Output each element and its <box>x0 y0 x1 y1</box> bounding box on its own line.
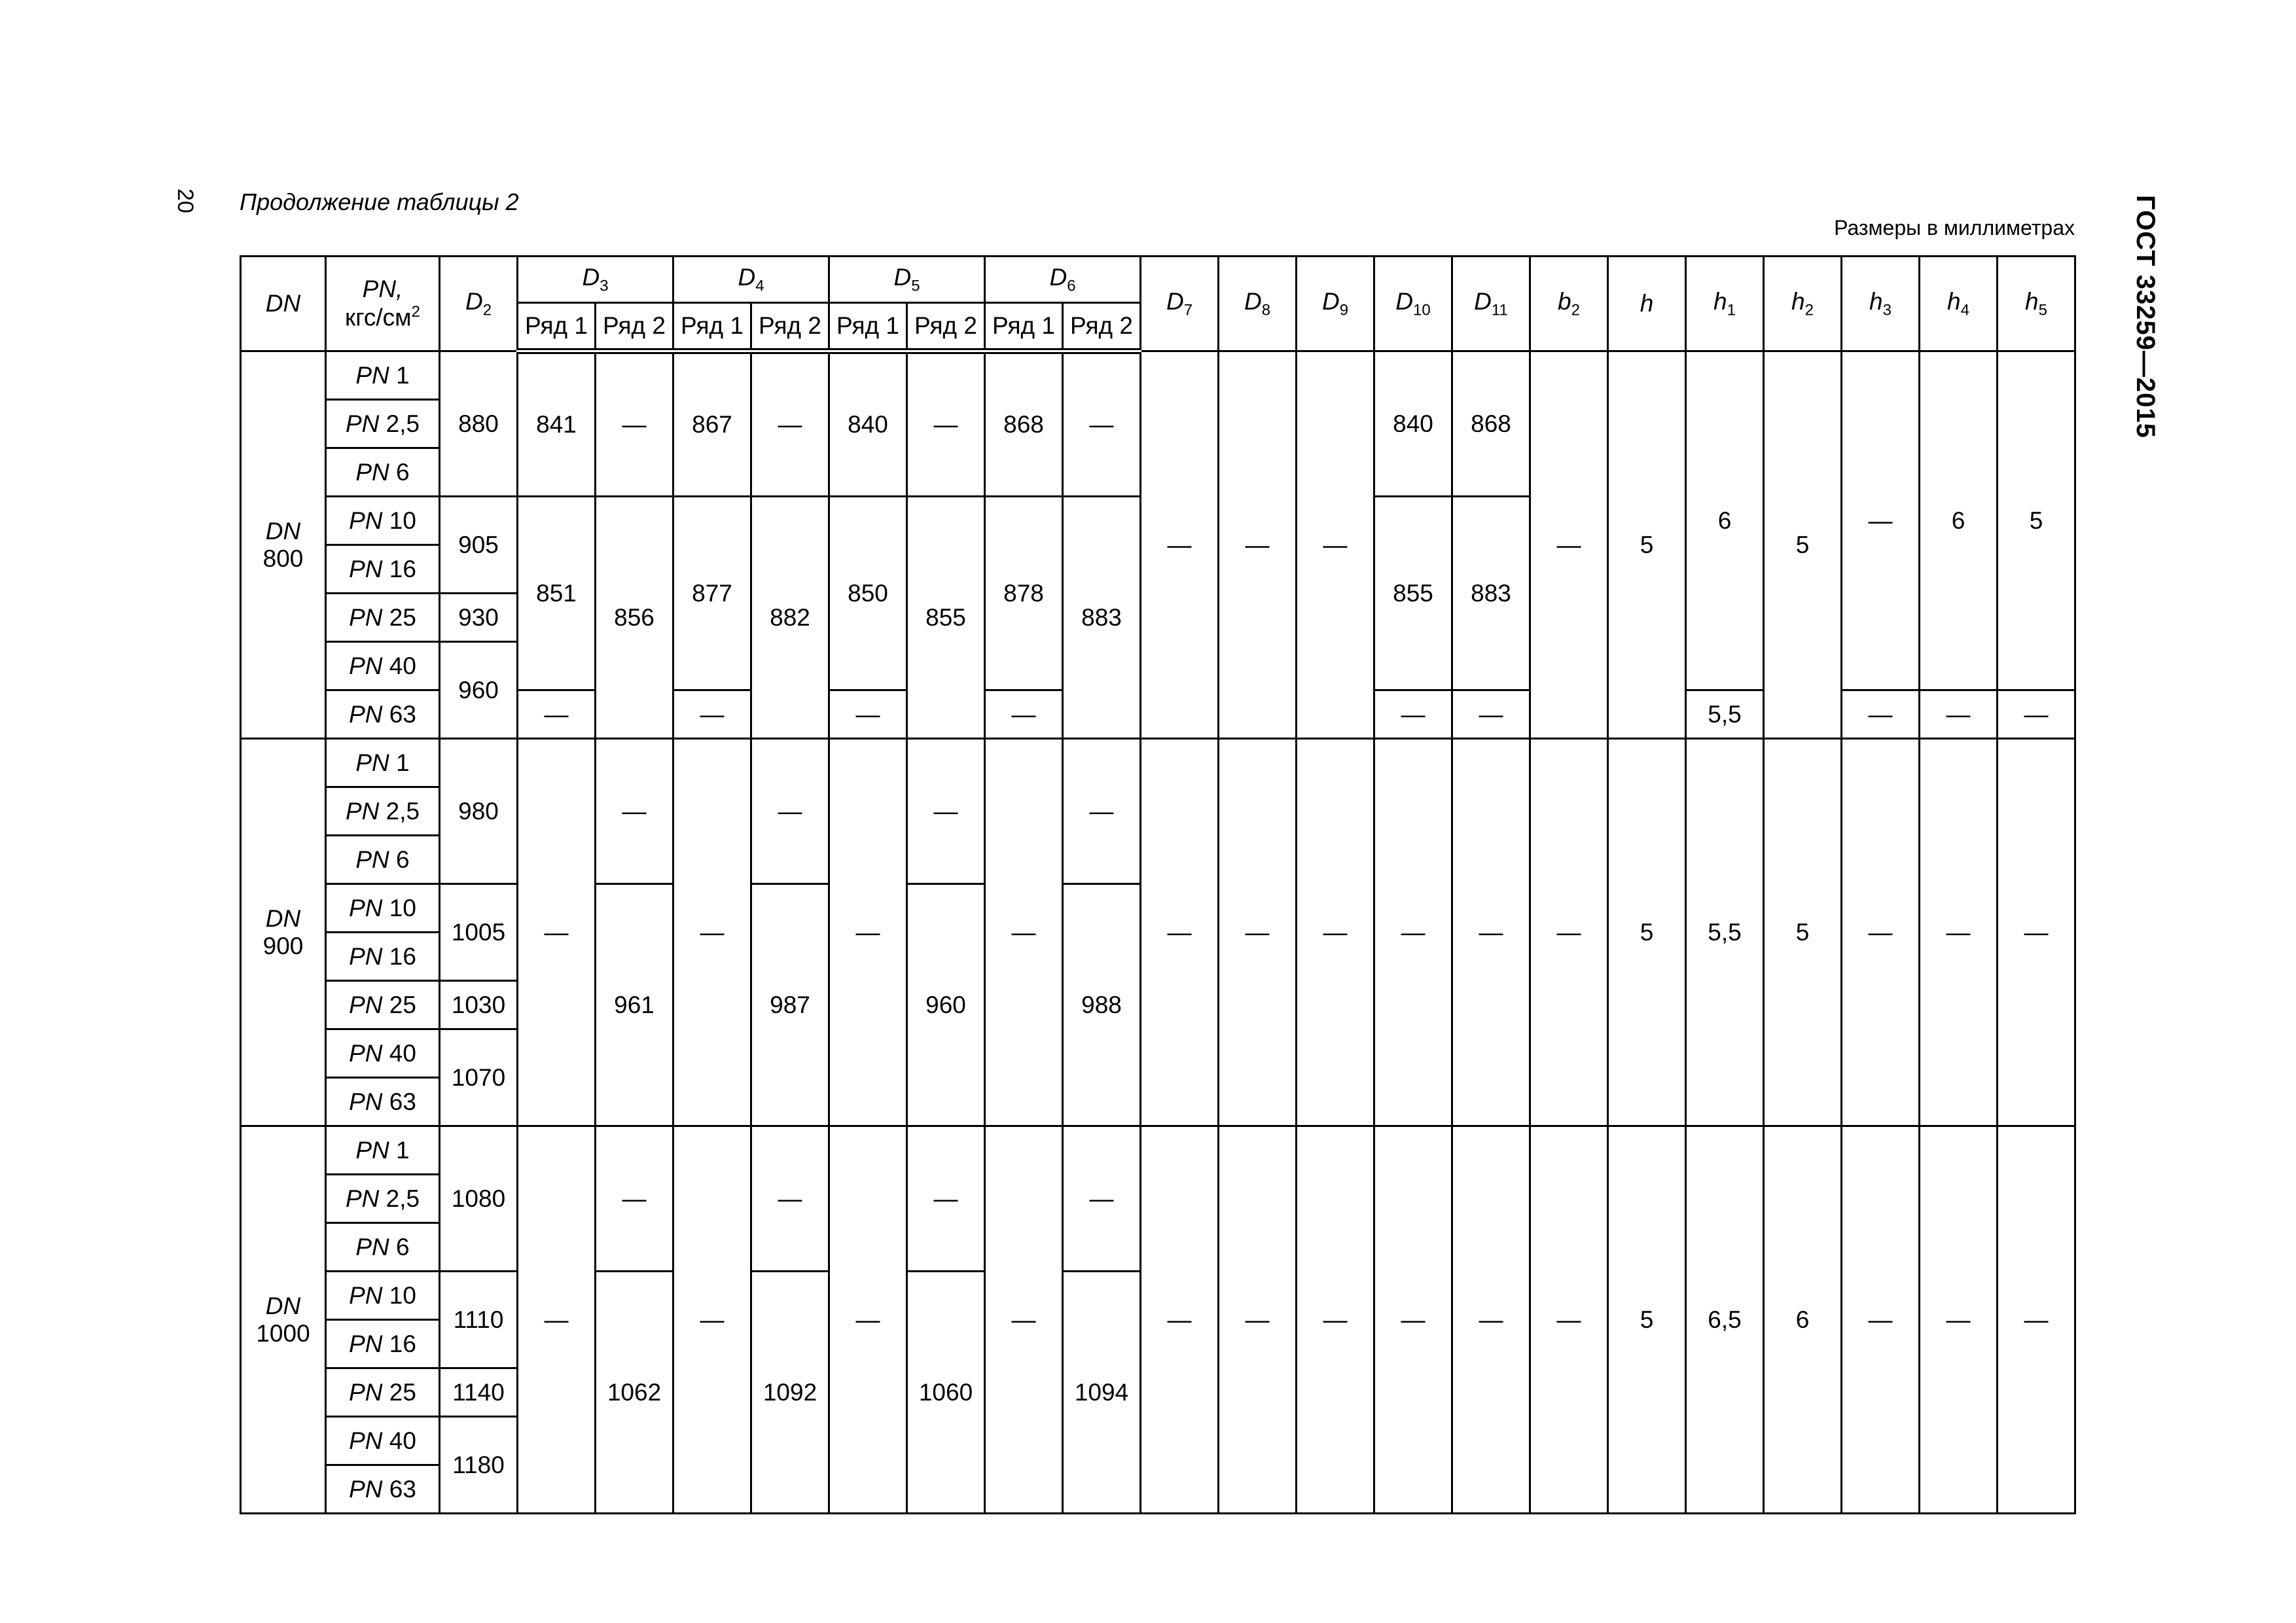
h4-cell: — <box>1920 739 1998 1126</box>
d6-r1-cell: 878 <box>985 497 1063 690</box>
header-h4: $h_4$ <box>1920 257 1998 351</box>
d3-r1-cell: — <box>518 739 596 1126</box>
header-d4-row1: Ряд 1 <box>673 303 751 351</box>
d11-cell: 868 <box>1452 351 1530 497</box>
d5-r1-cell: — <box>829 690 907 739</box>
header-d3-row1: Ряд 1 <box>518 303 596 351</box>
d5-r2-cell: 960 <box>907 884 985 1126</box>
header-h5: $h_5$ <box>1998 257 2075 351</box>
d6-r1-cell: — <box>985 690 1063 739</box>
d3-r1-cell: 851 <box>518 497 596 690</box>
h1-cell: 6 <box>1686 351 1764 690</box>
d5-r2-cell: — <box>907 1126 985 1272</box>
header-d11: $D_{11}$ <box>1452 257 1530 351</box>
pn-cell: PN 16 <box>326 1320 440 1368</box>
d11-cell: — <box>1452 739 1530 1126</box>
header-d8: $D_8$ <box>1219 257 1297 351</box>
d6-r2-cell: — <box>1063 351 1141 497</box>
d2-cell: 1030 <box>440 981 518 1029</box>
pn-cell: PN 63 <box>326 1078 440 1126</box>
d6-r1-cell: — <box>985 739 1063 1126</box>
pn-cell: PN 2,5 <box>326 1175 440 1223</box>
h-cell: 5 <box>1608 739 1686 1126</box>
d9-cell: — <box>1297 739 1374 1126</box>
d6-r2-cell: — <box>1063 739 1141 884</box>
pn-cell: PN 2,5 <box>326 400 440 448</box>
pn-cell: PN 16 <box>326 545 440 594</box>
d10-cell: 840 <box>1374 351 1452 497</box>
header-d7: $D_7$ <box>1141 257 1219 351</box>
d6-r2-cell: 988 <box>1063 884 1141 1126</box>
d5-r2-cell: 1060 <box>907 1272 985 1514</box>
dn-cell: DN 1000 <box>241 1126 326 1514</box>
header-d4: $D_4$ <box>673 257 829 303</box>
d2-cell: 1140 <box>440 1368 518 1417</box>
d4-r1-cell: 867 <box>673 351 751 497</box>
d4-r2-cell: — <box>751 739 829 884</box>
h3-cell: — <box>1842 690 1920 739</box>
header-pn: PN, кгс/$см^2$ <box>326 257 440 351</box>
document-code: ГОСТ 33259—2015 <box>2131 195 2160 438</box>
d11-cell: — <box>1452 1126 1530 1514</box>
d3-r1-cell: 841 <box>518 351 596 497</box>
units-note: Размеры в миллиметрах <box>1834 216 2075 240</box>
pn-cell: PN 40 <box>326 1417 440 1465</box>
d5-r2-cell: 855 <box>907 497 985 739</box>
d5-r2-cell: — <box>907 739 985 884</box>
d2-cell: 980 <box>440 739 518 884</box>
b2-cell: — <box>1530 351 1608 739</box>
d5-r1-cell: 840 <box>829 351 907 497</box>
pn-cell: PN 25 <box>326 1368 440 1417</box>
header-d5-row1: Ряд 1 <box>829 303 907 351</box>
header-d6-row2: Ряд 2 <box>1063 303 1141 351</box>
h2-cell: 6 <box>1764 1126 1842 1514</box>
pn-cell: PN 40 <box>326 1029 440 1078</box>
pn-cell: PN 1 <box>326 351 440 400</box>
d4-r2-cell: 987 <box>751 884 829 1126</box>
h5-cell: — <box>1998 690 2075 739</box>
d3-r2-cell: — <box>596 351 673 497</box>
d8-cell: — <box>1219 351 1297 739</box>
h-cell: 5 <box>1608 1126 1686 1514</box>
header-dn: DN <box>241 257 326 351</box>
d7-cell: — <box>1141 351 1219 739</box>
h2-cell: 5 <box>1764 351 1842 739</box>
d9-cell: — <box>1297 1126 1374 1514</box>
d3-r2-cell: 1062 <box>596 1272 673 1514</box>
pn-cell: PN 6 <box>326 836 440 884</box>
d6-r1-cell: 868 <box>985 351 1063 497</box>
b2-cell: — <box>1530 1126 1608 1514</box>
h3-cell: — <box>1842 351 1920 690</box>
pn-cell: PN 63 <box>326 1465 440 1514</box>
d3-r2-cell: 961 <box>596 884 673 1126</box>
d3-r1-cell: — <box>518 690 596 739</box>
pn-cell: PN 63 <box>326 690 440 739</box>
pn-cell: PN 6 <box>326 1223 440 1272</box>
table-caption: Продолжение таблицы 2 <box>240 188 519 215</box>
pn-cell: PN 10 <box>326 884 440 933</box>
h1-cell: 5,5 <box>1686 690 1764 739</box>
pn-cell: PN 10 <box>326 1272 440 1320</box>
d11-cell: — <box>1452 690 1530 739</box>
dn-cell: DN 900 <box>241 739 326 1126</box>
d2-cell: 1070 <box>440 1029 518 1126</box>
pn-cell: PN 16 <box>326 933 440 981</box>
h1-cell: 5,5 <box>1686 739 1764 1126</box>
d4-r2-cell: 1092 <box>751 1272 829 1514</box>
d5-r1-cell: — <box>829 1126 907 1514</box>
h3-cell: — <box>1842 739 1920 1126</box>
h-cell: 5 <box>1608 351 1686 739</box>
page-number: 20 <box>173 188 198 213</box>
d4-r1-cell: — <box>673 739 751 1126</box>
d2-cell: 1005 <box>440 884 518 981</box>
d6-r2-cell: 883 <box>1063 497 1141 739</box>
d4-r1-cell: 877 <box>673 497 751 690</box>
d2-cell: 960 <box>440 642 518 739</box>
header-d9: $D_9$ <box>1297 257 1374 351</box>
h2-cell: 5 <box>1764 739 1842 1126</box>
header-d5-row2: Ряд 2 <box>907 303 985 351</box>
header-h3: $h_3$ <box>1842 257 1920 351</box>
d5-r1-cell: 850 <box>829 497 907 690</box>
pn-cell: PN 1 <box>326 739 440 787</box>
header-d2: $D_2$ <box>440 257 518 351</box>
d2-cell: 1080 <box>440 1126 518 1272</box>
header-d4-row2: Ряд 2 <box>751 303 829 351</box>
d5-r1-cell: — <box>829 739 907 1126</box>
d8-cell: — <box>1219 739 1297 1126</box>
d5-r2-cell: — <box>907 351 985 497</box>
d6-r1-cell: — <box>985 1126 1063 1514</box>
pn-cell: PN 10 <box>326 497 440 545</box>
h4-cell: 6 <box>1920 351 1998 690</box>
header-d10: $D_{10}$ <box>1374 257 1452 351</box>
h4-cell: — <box>1920 1126 1998 1514</box>
header-b2: $b_2$ <box>1530 257 1608 351</box>
d4-r1-cell: — <box>673 1126 751 1514</box>
dn-cell: DN 800 <box>241 351 326 739</box>
d10-cell: — <box>1374 739 1452 1126</box>
d11-cell: 883 <box>1452 497 1530 690</box>
h1-cell: 6,5 <box>1686 1126 1764 1514</box>
pn-cell: PN 25 <box>326 594 440 642</box>
dimensions-table <box>240 255 2076 1514</box>
h5-cell: — <box>1998 1126 2075 1514</box>
d3-r2-cell: 856 <box>596 497 673 739</box>
d6-r2-cell: 1094 <box>1063 1272 1141 1514</box>
d7-cell: — <box>1141 1126 1219 1514</box>
d4-r2-cell: — <box>751 351 829 497</box>
d10-cell: — <box>1374 690 1452 739</box>
d2-cell: 905 <box>440 497 518 594</box>
header-h2: $h_2$ <box>1764 257 1842 351</box>
h5-cell: 5 <box>1998 351 2075 690</box>
pn-cell: PN 25 <box>326 981 440 1029</box>
d2-cell: 930 <box>440 594 518 642</box>
d7-cell: — <box>1141 739 1219 1126</box>
header-h: h <box>1608 257 1686 351</box>
d3-r1-cell: — <box>518 1126 596 1514</box>
d10-cell: — <box>1374 1126 1452 1514</box>
header-d3: $D_3$ <box>518 257 673 303</box>
h4-cell: — <box>1920 690 1998 739</box>
header-d5: $D_5$ <box>829 257 985 303</box>
pn-cell: PN 6 <box>326 448 440 497</box>
d3-r2-cell: — <box>596 739 673 884</box>
d4-r2-cell: — <box>751 1126 829 1272</box>
d3-r2-cell: — <box>596 1126 673 1272</box>
h3-cell: — <box>1842 1126 1920 1514</box>
pn-cell: PN 40 <box>326 642 440 690</box>
d4-r1-cell: — <box>673 690 751 739</box>
header-d6: $D_6$ <box>985 257 1141 303</box>
header-d6-row1: Ряд 1 <box>985 303 1063 351</box>
d2-cell: 1180 <box>440 1417 518 1514</box>
pn-cell: PN 1 <box>326 1126 440 1175</box>
d2-cell: 880 <box>440 351 518 497</box>
d10-cell: 855 <box>1374 497 1452 690</box>
d9-cell: — <box>1297 351 1374 739</box>
d8-cell: — <box>1219 1126 1297 1514</box>
header-d3-row2: Ряд 2 <box>596 303 673 351</box>
d6-r2-cell: — <box>1063 1126 1141 1272</box>
pn-cell: PN 2,5 <box>326 787 440 836</box>
b2-cell: — <box>1530 739 1608 1126</box>
d2-cell: 1110 <box>440 1272 518 1368</box>
d4-r2-cell: 882 <box>751 497 829 739</box>
header-h1: $h_1$ <box>1686 257 1764 351</box>
h5-cell: — <box>1998 739 2075 1126</box>
